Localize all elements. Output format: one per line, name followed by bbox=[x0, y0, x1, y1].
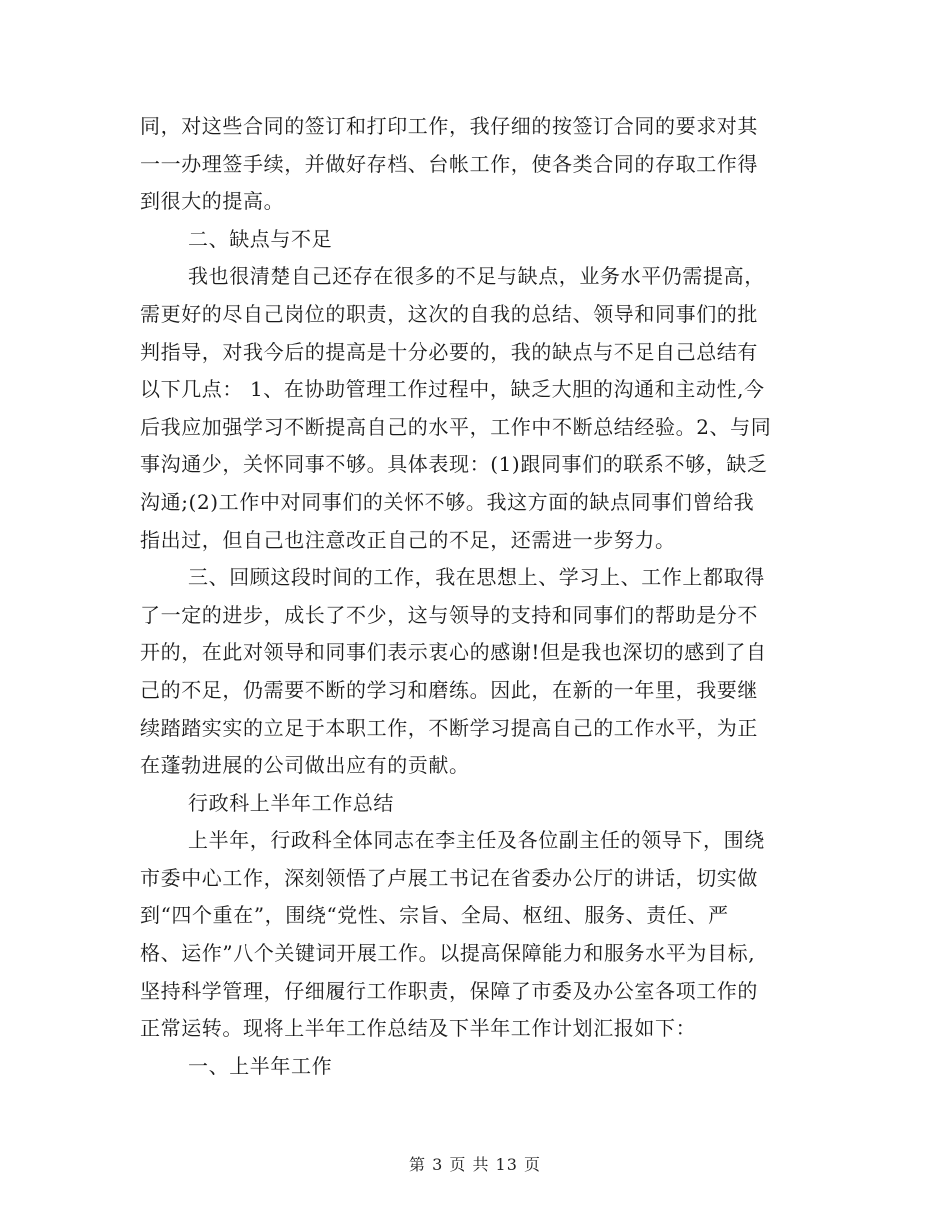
text-line: 到很大的提高。 bbox=[140, 189, 285, 214]
text-line: 同，对这些合同的签订和打印工作，我仔细的按签订合同的要求对其 bbox=[140, 114, 758, 138]
text-line: 己的不足，仍需要不断的学习和磨练。因此，在新的一年里，我要继 bbox=[140, 677, 758, 702]
text-line: 到“四个重在”，围绕“党性、宗旨、全局、枢纽、服务、责任、严 bbox=[140, 903, 729, 928]
text-line: 以下几点： 1、在协助管理工作过程中，缺乏大胆的沟通和主动性,今 bbox=[140, 377, 765, 402]
text-line: 上半年，行政科全体同志在李主任及各位副主任的领导下，围绕 bbox=[188, 828, 765, 853]
text-line: 市委中心工作，深刻领悟了卢展工书记在省委办公厅的讲话，切实做 bbox=[140, 865, 758, 890]
text-line: 我也很清楚自己还存在很多的不足与缺点，业务水平仍需提高， bbox=[188, 264, 765, 289]
text-line: 一一办理签手续，并做好存档、台帐工作，使各类合同的存取工作得 bbox=[140, 151, 758, 176]
text-line: 续踏踏实实的立足于本职工作，不断学习提高自己的工作水平，为正 bbox=[140, 715, 758, 740]
text-line: 后我应加强学习不断提高自己的水平，工作中不断总结经验。2、与同 bbox=[140, 414, 772, 439]
text-line: 了一定的进步，成长了不少，这与领导的支持和同事们的帮助是分不 bbox=[140, 602, 758, 627]
text-line: 在蓬勃进展的公司做出应有的贡献。 bbox=[140, 753, 470, 778]
text-line: 一、上半年工作 bbox=[188, 1053, 333, 1078]
text-line: 沟通;(2)工作中对同事们的关怀不够。我这方面的缺点同事们曾给我 bbox=[140, 489, 755, 514]
text-line: 格、运作”八个关键词开展工作。以提高保障能力和服务水平为目标, bbox=[140, 941, 756, 966]
text-line: 指出过，但自己也注意改正自己的不足，还需进一步努力。 bbox=[140, 527, 676, 552]
document-body bbox=[140, 108, 800, 1085]
page-footer: 第 3 页 共 13 页 bbox=[409, 1155, 541, 1174]
text-line: 事沟通少，关怀同事不够。具体表现：(1)跟同事们的联系不够，缺乏 bbox=[140, 452, 768, 477]
text-line: 二、缺点与不足 bbox=[188, 226, 333, 251]
text-line: 三、回顾这段时间的工作，我在思想上、学习上、工作上都取得 bbox=[188, 565, 765, 590]
text-line: 坚持科学管理，仔细履行工作职责，保障了市委及办公室各项工作的 bbox=[140, 978, 758, 1003]
text-line: 开的，在此对领导和同事们表示衷心的感谢!但是我也深切的感到了自 bbox=[140, 640, 767, 665]
text-line: 判指导，对我今后的提高是十分必要的，我的缺点与不足自己总结有 bbox=[140, 339, 758, 364]
text-line: 正常运转。现将上半年工作总结及下半年工作计划汇报如下： bbox=[140, 1016, 697, 1041]
text-line: 需更好的尽自己岗位的职责，这次的自我的总结、领导和同事们的批 bbox=[140, 301, 758, 326]
text-line: 行政科上半年工作总结 bbox=[188, 790, 394, 815]
